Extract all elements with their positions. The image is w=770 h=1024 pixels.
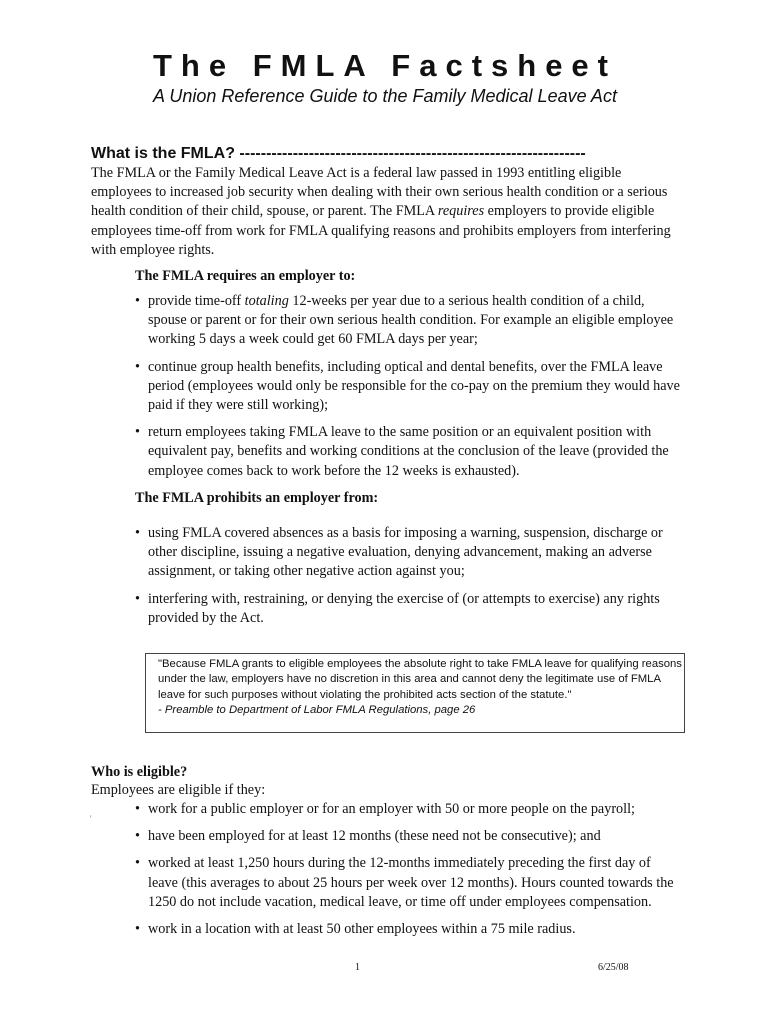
requires-heading: The FMLA requires an employer to: — [135, 268, 356, 284]
stray-mark: ' — [90, 814, 92, 823]
requires-list — [135, 292, 680, 489]
requires-item-1-end: 12-weeks per year due to a serious health condition of a child, spouse or parent or for their own serious health condition. For example an eligible employee working 5 days a week could get 60 FMLA days per year; — [148, 293, 674, 348]
prohibits-item-1: using FMLA covered absences as a basis for imposing a warning, suspension, discharge or other discipline, issuing a negative evaluation, denying advancement, making an adverse assignment, or taking other negative action against you; — [148, 525, 663, 580]
document-subtitle: A Union Reference Guide to the Family Medical Leave Act — [153, 86, 617, 106]
prohibits-item-2: interfering with, restraining, or denying the exercise of (or attempts to exercise) any rights provided by the Act. — [148, 590, 660, 626]
list-item — [135, 920, 680, 939]
eligibility-list — [135, 800, 680, 947]
eligibility-heading: Who is eligible? — [91, 764, 188, 780]
requires-item-1-emphasis: totaling — [244, 293, 289, 309]
list-item — [135, 524, 680, 582]
section-heading-what-is: What is the FMLA? ----------------------------------------------------------------- — [91, 145, 586, 162]
document-title: The FMLA Factsheet — [153, 48, 617, 83]
eligibility-item-4: work in a location with at least 50 other employees within a 75 mile radius. — [148, 921, 576, 938]
bullet: • — [135, 424, 140, 441]
footer-date: 6/25/08 — [598, 962, 629, 973]
requires-item-2: continue group health benefits, including optical and dental benefits, over the FMLA leave period (employees would only be responsible for the co-pay on the premium they would have paid if they were still working); — [148, 358, 680, 414]
list-item — [135, 590, 680, 628]
eligibility-item-1: work for a public employer or for an employer with 50 or more people on the payroll; — [148, 801, 635, 817]
intro-emphasis: requires — [437, 203, 485, 220]
bullet: • — [135, 358, 140, 375]
list-item — [135, 854, 680, 912]
bullet: • — [135, 801, 140, 817]
bullet: • — [135, 921, 140, 938]
eligibility-intro: Employees are eligible if they: — [91, 782, 266, 798]
requires-item-3: return employees taking FMLA leave to the same position or an equivalent position with equivalent pay, benefits and working conditions at the conclusion of the leave (provided the employee comes back to work before the 12 weeks is exhausted). — [148, 424, 669, 479]
prohibits-heading: The FMLA prohibits an employer from: — [135, 490, 379, 506]
bullet: • — [135, 855, 140, 872]
quote-text: "Because FMLA grants to eligible employees the absolute right to take FMLA leave for qualifying reasons under the law, employers have no discretion in this area and cannot deny the legitimate use of FMLA leave for such purposes without violating the prohibited acts section of the statute." — [158, 658, 682, 701]
intro-text-start: The FMLA or the Family Medical Leave Act is a federal law passed in 1993 entitling eligible employees to increased job security when dealing with their own serious health condition or a serious health condition of their child, spouse, or parent. The FMLA — [91, 165, 668, 220]
prohibits-list — [135, 524, 680, 636]
bullet: • — [135, 293, 140, 309]
requires-item-1-start: provide time-off — [148, 293, 245, 309]
intro-text-end: employers to provide eligible employees time-off from work for FMLA qualifying reasons and prohibits employers from interfering with employee rights. — [91, 203, 671, 258]
bullet: • — [135, 525, 140, 541]
footer-page-number: 1 — [355, 962, 360, 973]
list-item — [135, 423, 680, 481]
list-item — [135, 800, 680, 819]
eligibility-item-3: worked at least 1,250 hours during the 12-months immediately preceding the first day of leave (this averages to about 25 hours per week over 12 months). Hours counted towards the 1250 do not include vacation, medical leave, or time off under employees compensation. — [148, 855, 674, 910]
bullet: • — [135, 590, 140, 607]
list-item — [135, 827, 680, 846]
intro-paragraph — [91, 164, 681, 260]
eligibility-item-2: have been employed for at least 12 months (these need not be consecutive); and — [148, 828, 601, 845]
quote-box — [145, 653, 685, 733]
bullet: • — [135, 828, 140, 845]
list-item — [135, 358, 680, 416]
quote-citation: - Preamble to Department of Labor FMLA Regulations, page 26 — [158, 703, 476, 716]
list-item — [135, 292, 680, 350]
